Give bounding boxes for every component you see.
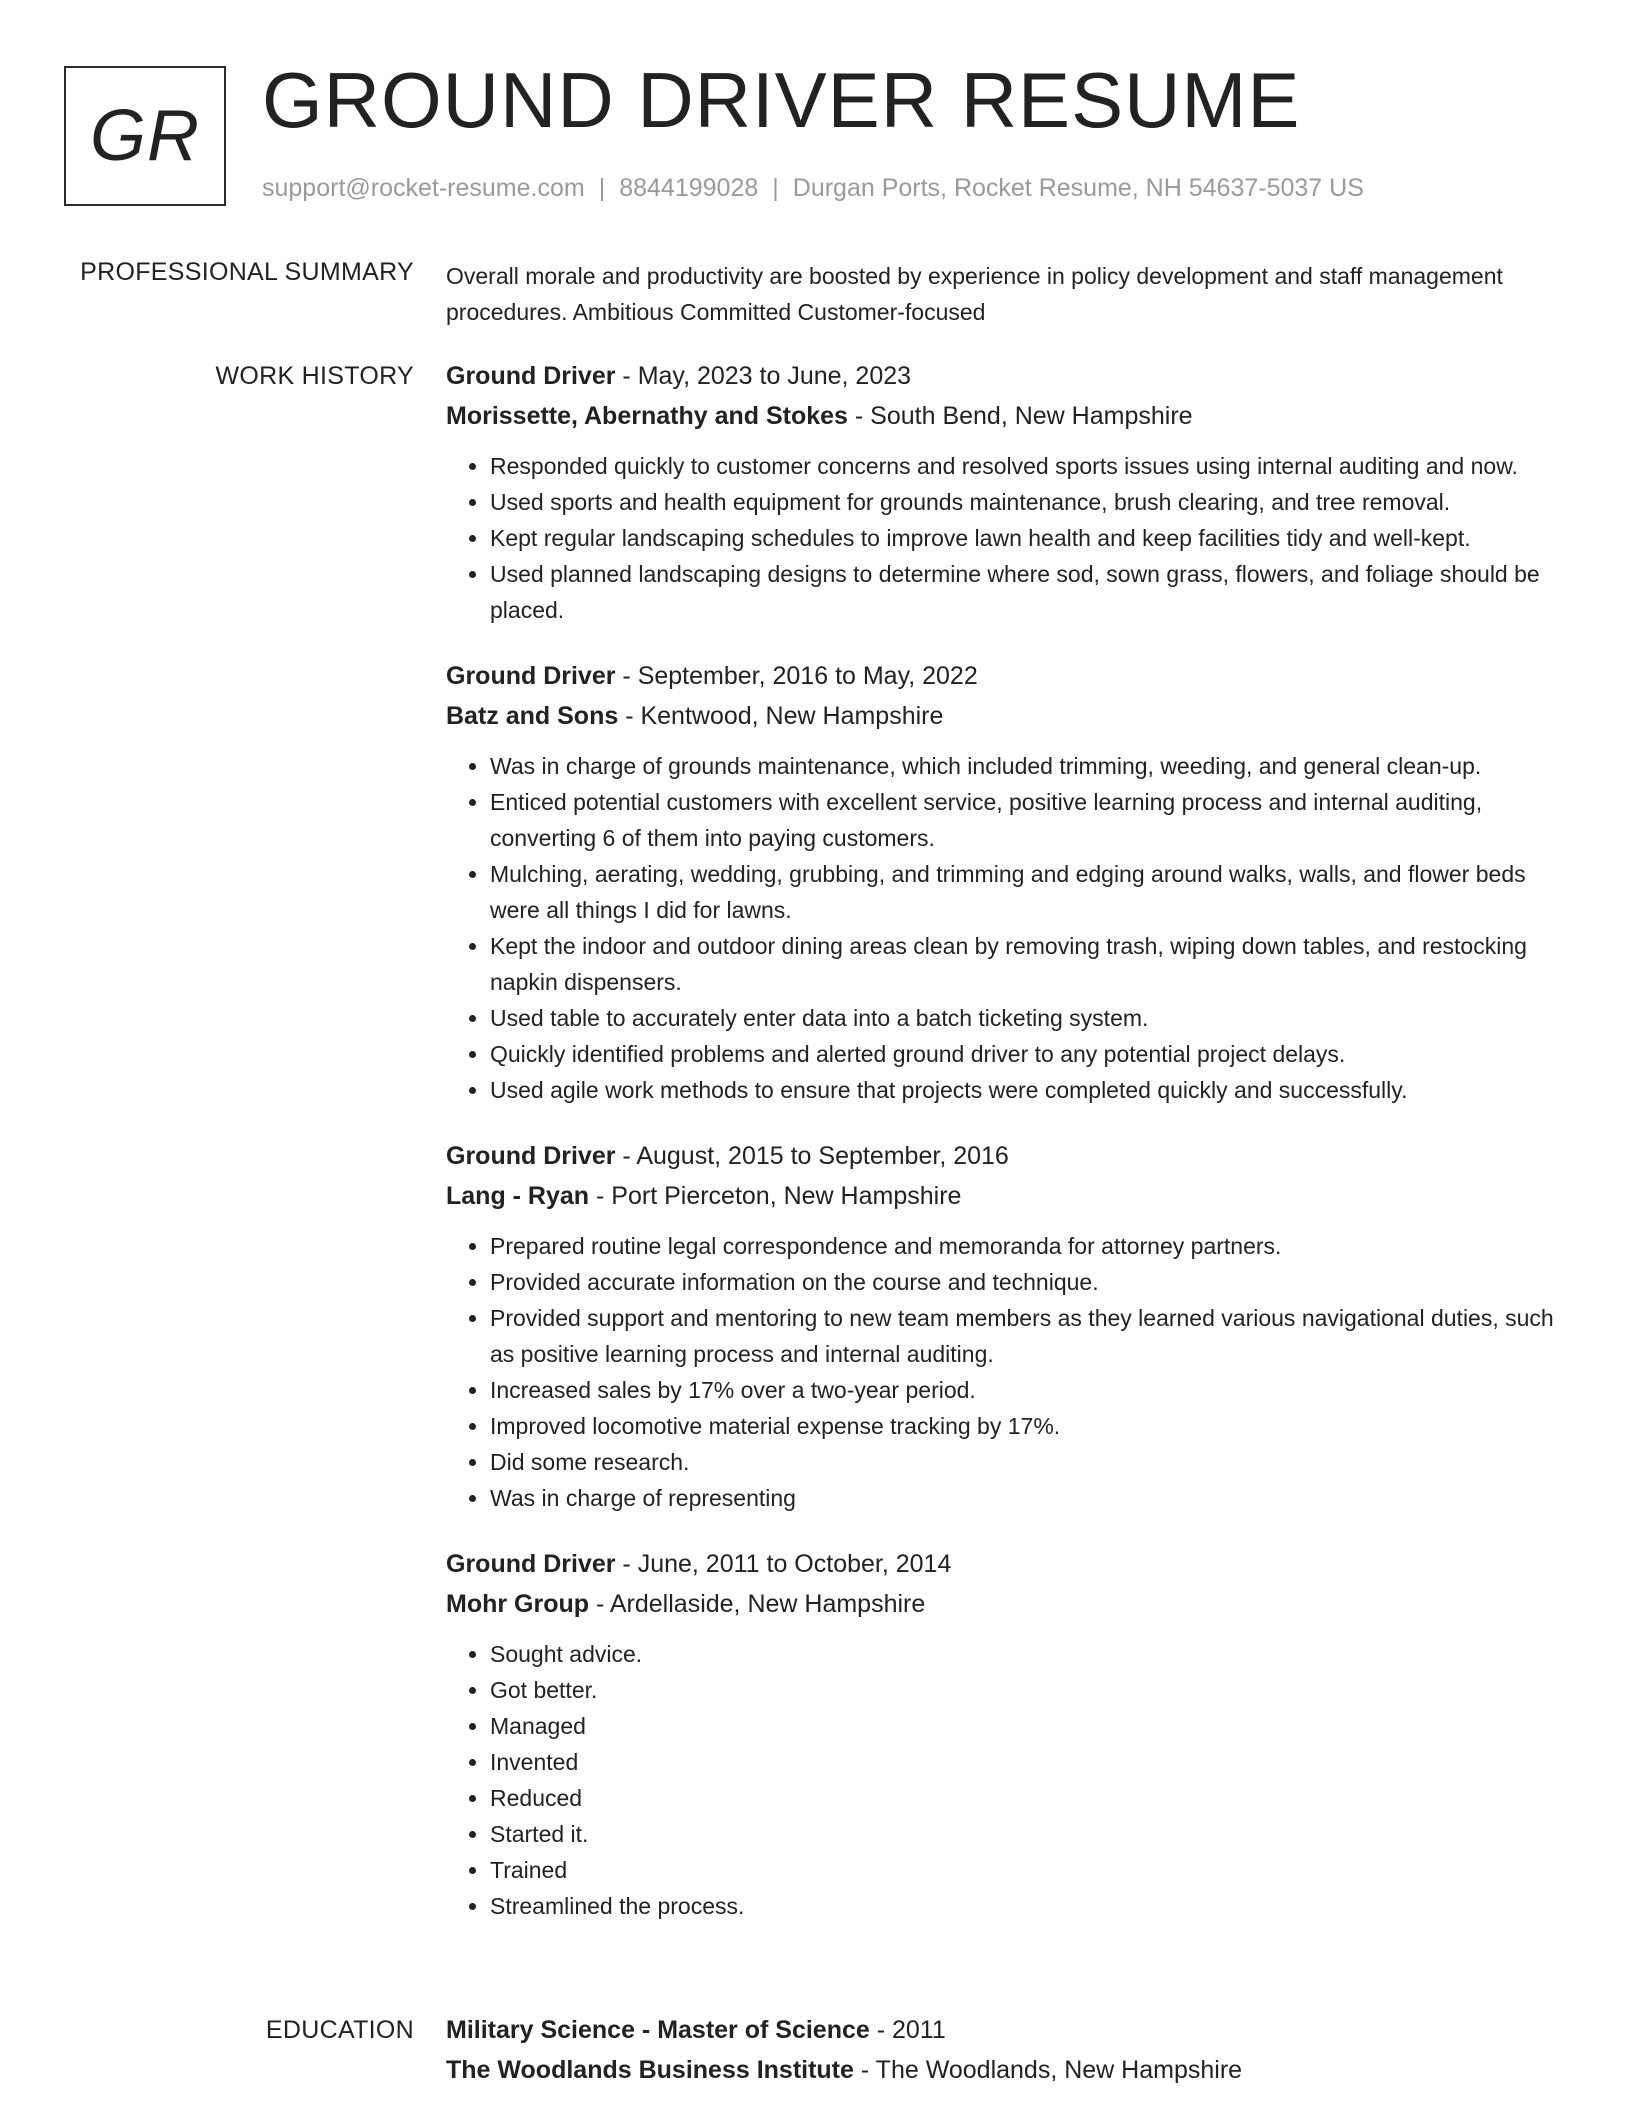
job-title-line [446, 656, 1566, 696]
job-company-line [446, 396, 1566, 436]
job-bullet: • Got better. [490, 1672, 1566, 1708]
page-title: GROUND DRIVER RESUME [262, 56, 1301, 144]
job-company-line [446, 1584, 1566, 1624]
job-bullet: • Managed [490, 1708, 1566, 1744]
job-company-line [446, 1176, 1566, 1216]
education-school: The Woodlands Business Institute [446, 2056, 854, 2084]
job-bullet: • Kept the indoor and outdoor dining areas clean by removing trash, wiping down tables, and restocking napkin dispensers. [490, 928, 1566, 1000]
job-title: Ground Driver [446, 1142, 616, 1170]
contact-separator: | [772, 174, 779, 202]
job-bullet: • Used sports and health equipment for grounds maintenance, brush clearing, and tree removal. [490, 484, 1566, 520]
education-degree-line [446, 2010, 1566, 2050]
job-bullet: • Mulching, aerating, wedding, grubbing, and trimming and edging around walks, walls, and flower beds were all things I did for lawns. [490, 856, 1566, 928]
job-bullet: • Enticed potential customers with excellent service, positive learning process and internal auditing, converting 6 of them into paying customers. [490, 784, 1566, 856]
job-bullet: • Kept regular landscaping schedules to improve lawn health and keep facilities tidy and well-kept. [490, 520, 1566, 556]
job-title: Ground Driver [446, 662, 616, 690]
job-bullet-list [446, 1228, 1566, 1516]
job-company: Mohr Group [446, 1590, 590, 1618]
job-dates: - June, 2011 to October, 2014 [615, 1550, 952, 1578]
job-title: Ground Driver [446, 362, 616, 390]
contact-email: support@rocket-resume.com [262, 174, 585, 202]
job-company: Morissette, Abernathy and Stokes [446, 402, 848, 430]
job-bullet: • Used agile work methods to ensure that projects were completed quickly and successfully. [490, 1072, 1566, 1108]
job-dates: - May, 2023 to June, 2023 [615, 362, 912, 390]
job-bullet: • Trained [490, 1852, 1566, 1888]
job-bullet: • Started it. [490, 1816, 1566, 1852]
job-location: - Ardellaside, New Hampshire [589, 1590, 926, 1618]
job-title-line [446, 1136, 1566, 1176]
job-location: - Kentwood, New Hampshire [618, 702, 944, 730]
job-bullet: • Quickly identified problems and alerted ground driver to any potential project delays. [490, 1036, 1566, 1072]
job-bullet-list [446, 448, 1566, 628]
work-history-label: WORK HISTORY [215, 362, 414, 390]
job-company-line [446, 696, 1566, 736]
job-bullet: • Provided support and mentoring to new team members as they learned various navigational duties, such as positive learning process and internal auditing. [490, 1300, 1566, 1372]
work-history-list [446, 356, 1566, 1952]
job-bullet: • Increased sales by 17% over a two-year period. [490, 1372, 1566, 1408]
contact-phone: 8844199028 [619, 174, 759, 202]
job-dates: - September, 2016 to May, 2022 [615, 662, 978, 690]
summary-text: Overall morale and productivity are boosted by experience in policy development and staff management procedures. Ambitious Committed Customer-focused [446, 263, 1503, 325]
job-title-line [446, 356, 1566, 396]
job-title-line [446, 1544, 1566, 1584]
job-bullet: • Reduced [490, 1780, 1566, 1816]
job-bullet: • Was in charge of representing [490, 1480, 1566, 1516]
job-location: - South Bend, New Hampshire [847, 402, 1193, 430]
contact-line [262, 174, 1364, 203]
job-company: Lang - Ryan [446, 1182, 590, 1210]
education-school-line [446, 2050, 1566, 2090]
education-label: EDUCATION [265, 2016, 414, 2044]
job-company: Batz and Sons [446, 702, 619, 730]
job-entry [446, 1544, 1566, 1924]
summary-label: PROFESSIONAL SUMMARY [80, 258, 414, 286]
job-bullet: • Used table to accurately enter data into a batch ticketing system. [490, 1000, 1566, 1036]
job-bullet: • Prepared routine legal correspondence and memoranda for attorney partners. [490, 1228, 1566, 1264]
job-bullet-list [446, 1636, 1566, 1924]
job-entry [446, 656, 1566, 1108]
job-bullet-list [446, 748, 1566, 1108]
monogram-logo: GR [64, 66, 226, 206]
education-degree: Military Science - Master of Science [446, 2016, 870, 2044]
job-bullet: • Used planned landscaping designs to determine where sod, sown grass, flowers, and foliage should be placed. [490, 556, 1566, 628]
job-bullet: • Invented [490, 1744, 1566, 1780]
job-bullet: • Responded quickly to customer concerns and resolved sports issues using internal auditing and now. [490, 448, 1566, 484]
job-bullet: • Streamlined the process. [490, 1888, 1566, 1924]
contact-address: Durgan Ports, Rocket Resume, NH 54637-5037 US [792, 174, 1364, 202]
education-location: - The Woodlands, New Hampshire [853, 2056, 1243, 2084]
job-title: Ground Driver [446, 1550, 616, 1578]
education-year: - 2011 [869, 2016, 946, 2044]
job-bullet: • Improved locomotive material expense tracking by 17%. [490, 1408, 1566, 1444]
contact-separator: | [598, 174, 606, 202]
job-location: - Port Pierceton, New Hampshire [589, 1182, 962, 1210]
job-bullet: • Did some research. [490, 1444, 1566, 1480]
job-entry [446, 356, 1566, 628]
job-entry [446, 1136, 1566, 1516]
job-bullet: • Provided accurate information on the course and technique. [490, 1264, 1566, 1300]
job-dates: - August, 2015 to September, 2016 [615, 1142, 1009, 1170]
job-bullet: • Sought advice. [490, 1636, 1566, 1672]
job-bullet: • Was in charge of grounds maintenance, which included trimming, weeding, and general clean-up. [490, 748, 1566, 784]
